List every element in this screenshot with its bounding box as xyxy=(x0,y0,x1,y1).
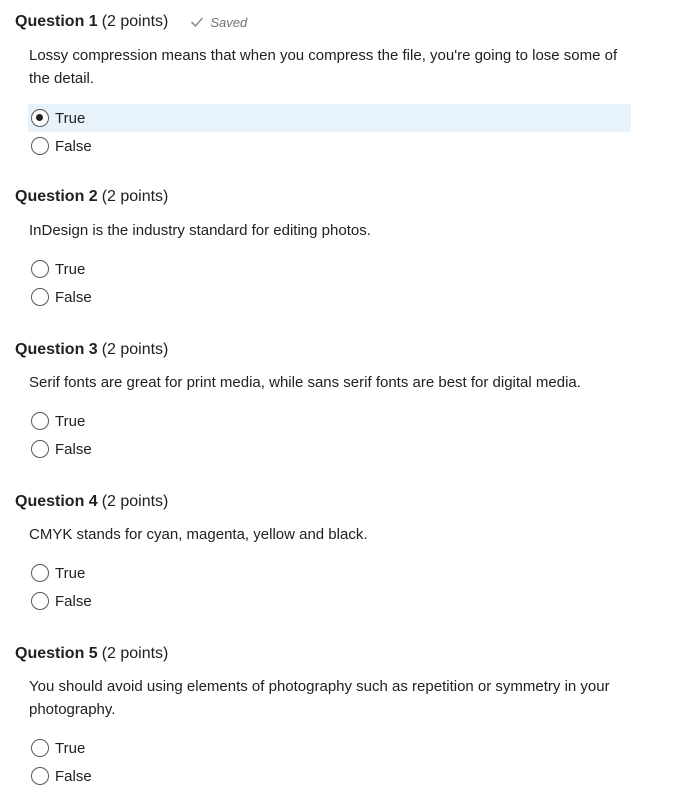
radio-button[interactable] xyxy=(31,564,49,582)
option-label: False xyxy=(55,767,92,785)
radio-button[interactable] xyxy=(31,260,49,278)
option-false[interactable] xyxy=(28,132,631,160)
radio-button[interactable] xyxy=(31,739,49,757)
option-label: False xyxy=(55,592,92,610)
check-icon xyxy=(190,15,204,29)
question-text: You should avoid using elements of photography such as repetition or symmetry in your photography. xyxy=(29,678,610,718)
option-label: False xyxy=(55,137,92,155)
option-label: True xyxy=(55,412,86,430)
option-true[interactable] xyxy=(28,255,631,283)
question-text: CMYK stands for cyan, magenta, yellow and black. xyxy=(29,526,368,543)
option-false[interactable] xyxy=(28,435,631,463)
question-header xyxy=(15,491,168,513)
question-points: (2 points) xyxy=(101,341,169,358)
question-title: Question 5 xyxy=(15,645,98,662)
question-title: Question 2 xyxy=(15,188,98,205)
option-true[interactable] xyxy=(28,407,631,435)
question-header xyxy=(15,11,247,33)
option-true[interactable] xyxy=(28,734,631,762)
question-title: Question 4 xyxy=(15,493,98,510)
question-points: (2 points) xyxy=(101,13,169,30)
question-points: (2 points) xyxy=(101,493,169,510)
question-text: Serif fonts are great for print media, while sans serif fonts are best for digital media. xyxy=(29,374,581,391)
radio-button[interactable] xyxy=(31,137,49,155)
option-false[interactable] xyxy=(28,587,631,615)
radio-button[interactable] xyxy=(31,440,49,458)
option-label: False xyxy=(55,440,92,458)
option-false[interactable] xyxy=(28,283,631,311)
saved-status xyxy=(190,15,247,30)
saved-label: Saved xyxy=(210,14,248,30)
radio-button[interactable] xyxy=(31,767,49,785)
question-points: (2 points) xyxy=(101,188,169,205)
question-header xyxy=(15,643,168,665)
question-text: Lossy compression means that when you compress the file, you're going to lose some of the detail. xyxy=(29,47,618,87)
option-true[interactable] xyxy=(28,104,631,132)
radio-button[interactable] xyxy=(31,592,49,610)
question-title: Question 1 xyxy=(15,13,98,30)
option-label: True xyxy=(55,260,86,278)
question-text: InDesign is the industry standard for editing photos. xyxy=(29,222,371,239)
option-label: False xyxy=(55,288,92,306)
question-points: (2 points) xyxy=(101,645,169,662)
radio-button[interactable] xyxy=(31,109,49,127)
question-title: Question 3 xyxy=(15,341,98,358)
option-label: True xyxy=(55,739,86,757)
question-header xyxy=(15,339,168,361)
radio-button[interactable] xyxy=(31,412,49,430)
radio-button[interactable] xyxy=(31,288,49,306)
option-false[interactable] xyxy=(28,762,631,790)
question-header xyxy=(15,186,168,208)
option-true[interactable] xyxy=(28,559,631,587)
option-label: True xyxy=(55,564,86,582)
option-label: True xyxy=(55,109,86,127)
